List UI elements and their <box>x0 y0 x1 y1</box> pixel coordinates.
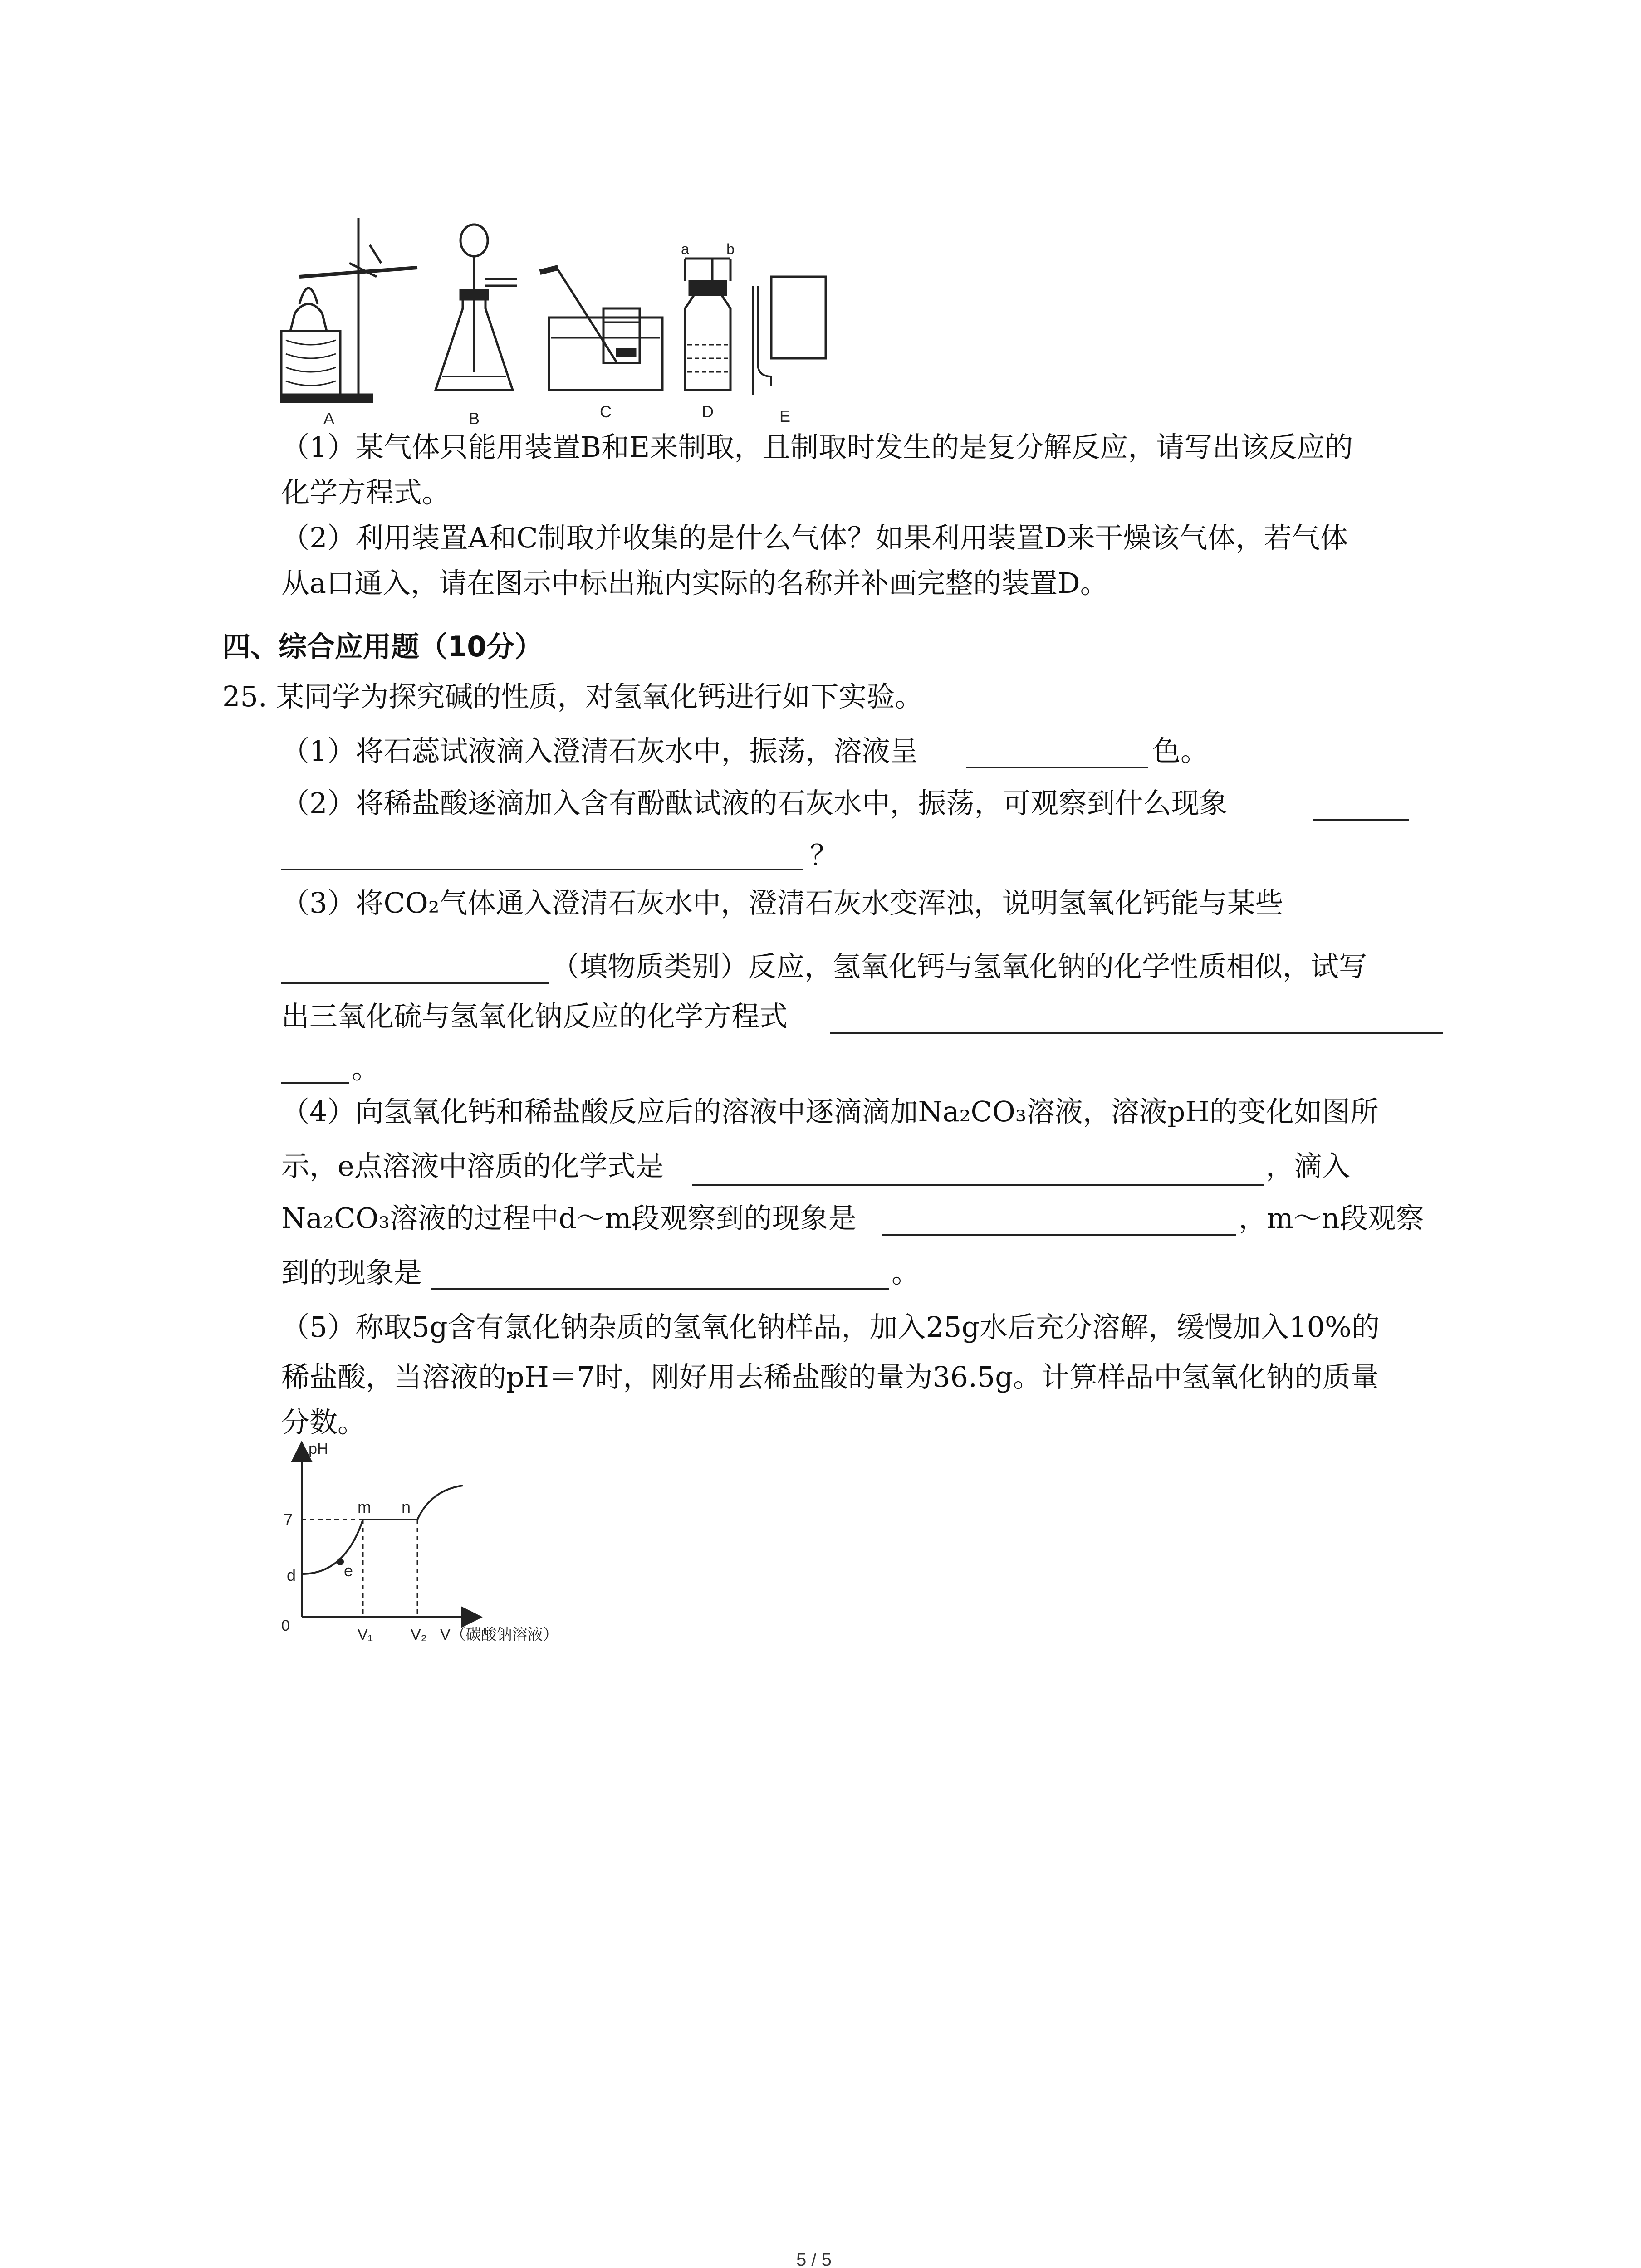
q25-part4-line3b: ，m～n段观察 <box>1239 1202 1424 1235</box>
ph-graph <box>272 1440 617 1653</box>
apparatus-a <box>281 218 417 402</box>
label-d: D <box>702 402 714 421</box>
q25-part1-end: 色。 <box>1152 734 1209 767</box>
q24-part2-line2: 从a口通入，请在图示中标出瓶内实际的名称并补画完整的装置D。 <box>281 567 1108 600</box>
port-b-label: b <box>726 241 735 257</box>
q25-part4-line2a: 示，e点溶液中溶质的化学式是 <box>281 1149 664 1183</box>
origin-label: 0 <box>281 1617 290 1634</box>
section-title: 四、综合应用题（10分） <box>222 630 543 663</box>
q25-part2-text: （2）将稀盐酸逐滴加入含有酚酞试液的石灰水中，振荡，可观察到什么现象 <box>281 787 1228 820</box>
point-m-label: m <box>358 1498 371 1516</box>
point-d-label: d <box>287 1566 296 1584</box>
q25-part3-line1: （3）将CO₂气体通入澄清石灰水中，澄清石灰水变浑浊，说明氢氧化钙能与某些 <box>281 886 1283 919</box>
q24-part2-line1: （2）利用装置A和C制取并收集的是什么气体？如果利用装置D来干燥该气体，若气体 <box>281 521 1348 554</box>
q25-part4-line1: （4）向氢氧化钙和稀盐酸反应后的溶液中逐滴滴加Na₂CO₃溶液，溶液pH的变化如图所 <box>281 1095 1379 1128</box>
apparatus-e <box>753 277 826 395</box>
q25-part4-blank-b[interactable] <box>882 1234 1236 1236</box>
q25-part4-end: 。 <box>892 1256 920 1289</box>
label-e: E <box>779 407 791 425</box>
q25-part4-blank-c[interactable] <box>431 1288 889 1290</box>
label-b: B <box>468 409 480 428</box>
q25-part5-line1: （5）称取5g含有氯化钠杂质的氢氧化钠样品，加入25g水后充分溶解，缓慢加入10%的 <box>281 1310 1380 1344</box>
q25-part2-end: ？ <box>810 839 838 872</box>
label-a: A <box>323 409 335 428</box>
port-a-label: a <box>681 241 689 257</box>
point-e <box>337 1558 344 1565</box>
apparatus-figure <box>272 213 835 431</box>
q25-part4-blank-a[interactable] <box>692 1184 1264 1186</box>
q25-part3-blank-c[interactable] <box>281 1082 349 1084</box>
q25-part4-line4a: 到的现象是 <box>281 1256 422 1289</box>
page-number: 5 / 5 <box>796 2250 832 2268</box>
x-tick-v1: V₁ <box>358 1626 373 1643</box>
q24-part1-line2: 化学方程式。 <box>281 476 451 509</box>
apparatus-d <box>685 259 730 390</box>
y-tick-7: 7 <box>284 1510 293 1529</box>
y-axis-label: pH <box>309 1440 328 1457</box>
q24-part1-line1: （1）某气体只能用装置B和E来制取，且制取时发生的是复分解反应，请写出该反应的 <box>281 430 1353 464</box>
q25-part4-line2b: ，滴入 <box>1266 1149 1351 1183</box>
q25-part2-blank-b[interactable] <box>281 869 803 870</box>
q25-part4-line3a: Na₂CO₃溶液的过程中d～m段观察到的现象是 <box>281 1202 857 1235</box>
q25-part5-line3: 分数。 <box>281 1406 366 1439</box>
q25-part1-text: （1）将石蕊试液滴入澄清石灰水中，振荡，溶液呈 <box>281 734 918 767</box>
q25-part3-blank-a[interactable] <box>281 982 549 984</box>
x-axis-label: V（碳酸钠溶液） <box>440 1626 558 1643</box>
apparatus-c <box>540 268 662 390</box>
point-e-label: e <box>344 1561 353 1580</box>
q25-part3-line3: 出三氧化硫与氢氧化钠反应的化学方程式 <box>281 1000 788 1033</box>
apparatus-b <box>436 225 517 390</box>
q25-stem: 25. 某同学为探究碱的性质，对氢氧化钙进行如下实验。 <box>222 680 923 713</box>
x-tick-v2: V₂ <box>411 1626 427 1643</box>
point-n-label: n <box>402 1498 411 1516</box>
q25-part2-blank-a[interactable] <box>1313 819 1409 821</box>
q25-part3-end: 。 <box>352 1052 380 1085</box>
curve-after-n <box>417 1486 463 1520</box>
q25-part3-blank-b[interactable] <box>830 1032 1443 1034</box>
label-c: C <box>600 402 612 421</box>
q25-part3-line2: （填物质类别）反应，氢氧化钙与氢氧化钠的化学性质相似，试写 <box>551 950 1367 983</box>
curve-d-m <box>302 1520 363 1574</box>
q25-part1-blank[interactable] <box>966 767 1148 768</box>
q25-part5-line2: 稀盐酸，当溶液的pH＝7时，刚好用去稀盐酸的量为36.5g。计算样品中氢氧化钠的质量 <box>281 1360 1379 1393</box>
